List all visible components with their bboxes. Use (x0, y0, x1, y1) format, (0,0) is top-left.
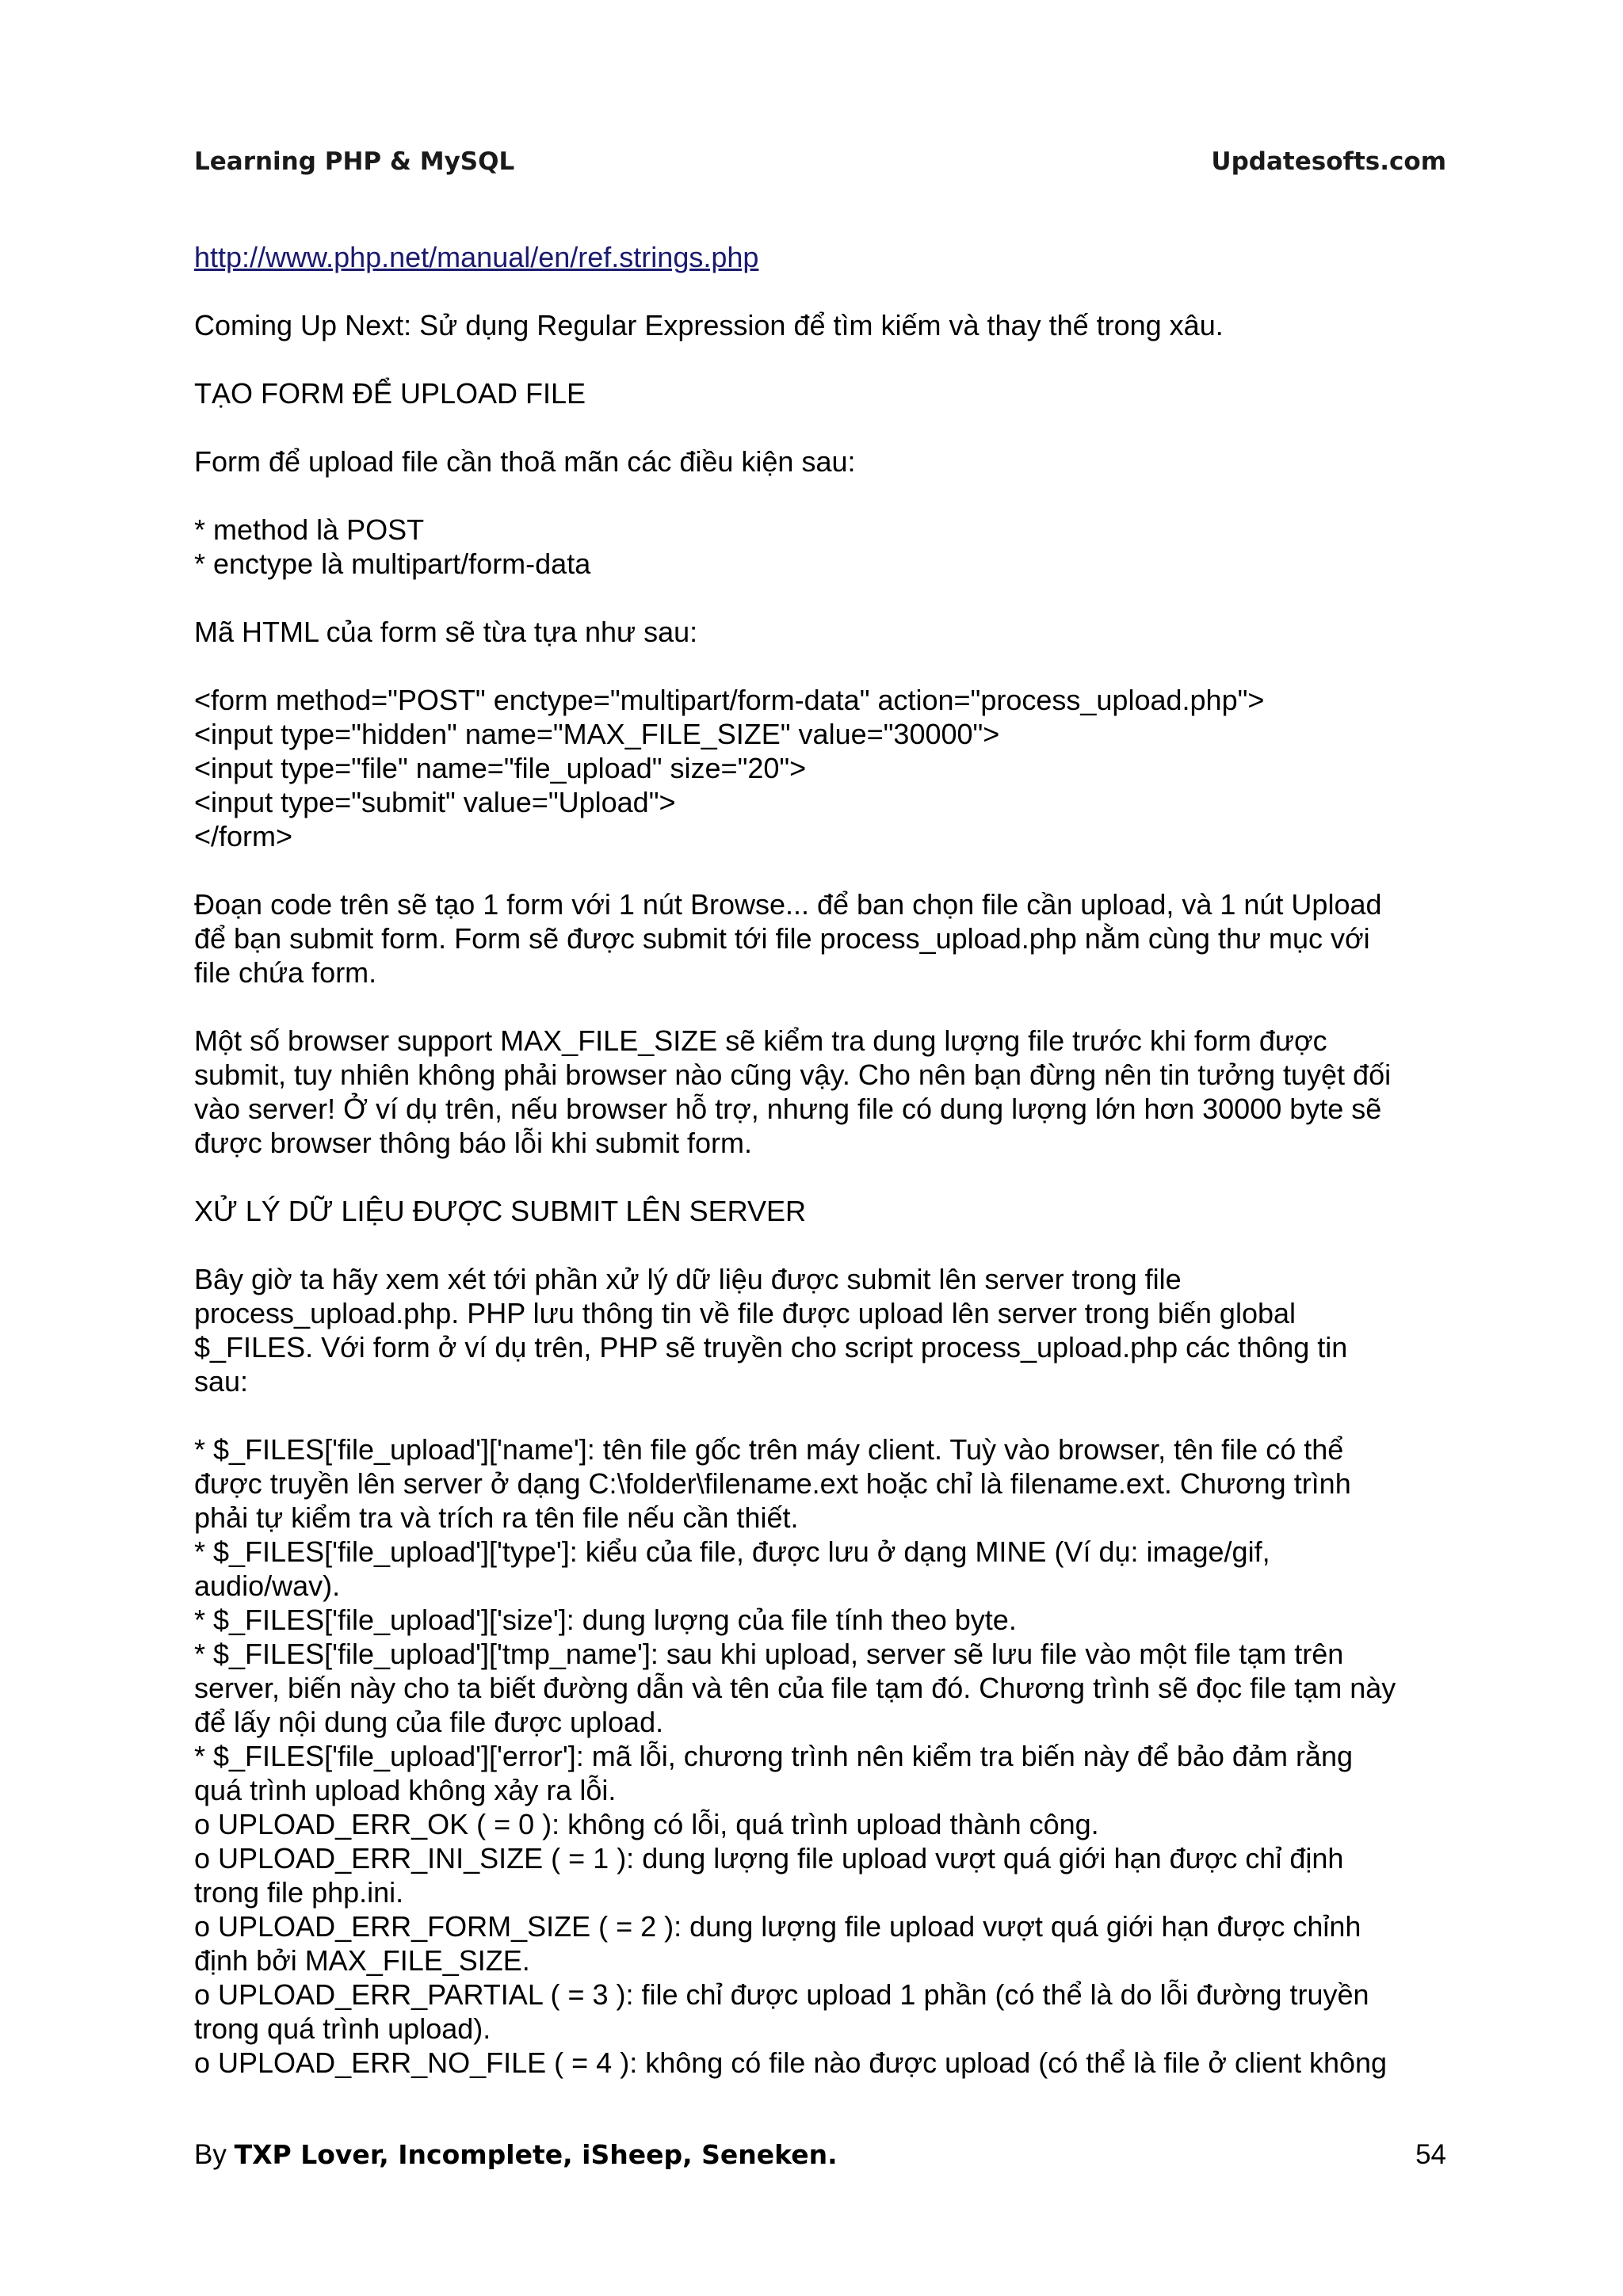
list-item: định bởi MAX_FILE_SIZE. (194, 1944, 530, 1977)
header-site: Updatesofts.com (1211, 147, 1446, 176)
text-line: submit, tuy nhiên không phải browser nào cũng vậy. Cho nên bạn đừng nên tin tưởng tuyệt đối (194, 1058, 1392, 1091)
conditions-list (194, 513, 1454, 581)
code-line: <input type="submit" value="Upload"> (194, 786, 676, 818)
section-heading-process-data: XỬ LÝ DỮ LIỆU ĐƯỢC SUBMIT LÊN SERVER (194, 1195, 806, 1227)
list-item: phải tự kiểm tra và trích ra tên file nếu cần thiết. (194, 1501, 799, 1534)
code-line: <form method="POST" enctype="multipart/form-data" action="process_upload.php"> (194, 684, 1265, 716)
list-item: server, biến này cho ta biết đường dẫn và tên của file tạm đó. Chương trình sẽ đọc file tạm này (194, 1672, 1396, 1704)
footer-credits (194, 2139, 838, 2171)
section-heading-upload-form: TẠO FORM ĐỂ UPLOAD FILE (194, 377, 586, 410)
code-line: </form> (194, 820, 293, 852)
footer-by: By (194, 2139, 227, 2170)
page-body (194, 240, 1454, 2114)
list-item: * $_FILES['file_upload']['tmp_name']: sau khi upload, server sẽ lưu file vào một file tạm trên (194, 1638, 1344, 1670)
form-intro-text: Form để upload file cần thoã mãn các điều kiện sau: (194, 445, 856, 478)
text-line: Đoạn code trên sẽ tạo 1 form với 1 nút Browse... để ban chọn file cần upload, và 1 nút Upload (194, 888, 1382, 921)
list-item: * $_FILES['file_upload']['error']: mã lỗi, chương trình nên kiểm tra biến này để bảo đảm rằng (194, 1740, 1353, 1772)
text-line: vào server! Ở ví dụ trên, nếu browser hỗ trợ, nhưng file có dung lượng lớn hơn 30000 byte sẽ (194, 1093, 1382, 1125)
code-line: <input type="hidden" name="MAX_FILE_SIZE" value="30000"> (194, 718, 1000, 750)
text-line: Bây giờ ta hãy xem xét tới phần xử lý dữ liệu được submit lên server trong file (194, 1263, 1182, 1295)
condition-item: * enctype là multipart/form-data (194, 547, 591, 580)
paragraph-process-upload (194, 1262, 1454, 1398)
list-item: * $_FILES['file_upload']['name']: tên file gốc trên máy client. Tuỳ vào browser, tên file có thể (194, 1433, 1344, 1466)
page-number: 54 (1415, 2139, 1446, 2170)
list-item: * $_FILES['file_upload']['type']: kiểu của file, được lưu ở dạng MINE (Ví dụ: image/gif, (194, 1535, 1270, 1568)
list-item: * $_FILES['file_upload']['size']: dung lượng của file tính theo byte. (194, 1604, 1017, 1636)
text-line: $_FILES. Với form ở ví dụ trên, PHP sẽ truyền cho script process_upload.php các thông tin (194, 1331, 1348, 1363)
list-item: trong quá trình upload). (194, 2012, 491, 2045)
text-line: process_upload.php. PHP lưu thông tin về file được upload lên server trong biến global (194, 1297, 1296, 1329)
header-title: Learning PHP & MySQL (194, 147, 515, 176)
html-intro-text: Mã HTML của form sẽ từa tựa như sau: (194, 616, 698, 648)
footer-authors: TXP Lover, Incomplete, iSheep, Seneken. (234, 2139, 838, 2170)
list-item: audio/wav). (194, 1569, 341, 1602)
list-item: để lấy nội dung của file được upload. (194, 1706, 664, 1738)
php-manual-link[interactable]: http://www.php.net/manual/en/ref.strings.php (194, 241, 759, 273)
paragraph-max-file-size (194, 1024, 1454, 1160)
list-item: được truyền lên server ở dạng C:\folder\filename.ext hoặc chỉ là filename.ext. Chương trình (194, 1467, 1351, 1500)
list-item: o UPLOAD_ERR_FORM_SIZE ( = 2 ): dung lượng file upload vượt quá giới hạn được chỉnh (194, 1910, 1361, 1943)
text-line: được browser thông báo lỗi khi submit form. (194, 1127, 753, 1159)
condition-item: * method là POST (194, 513, 425, 546)
page-footer (194, 2139, 1446, 2176)
coming-up-text: Coming Up Next: Sử dụng Regular Expression để tìm kiếm và thay thế trong xâu. (194, 309, 1224, 341)
list-item: o UPLOAD_ERR_OK ( = 0 ): không có lỗi, quá trình upload thành công. (194, 1808, 1099, 1840)
list-item: trong file php.ini. (194, 1876, 404, 1909)
list-item: quá trình upload không xảy ra lỗi. (194, 1774, 617, 1806)
text-line: file chứa form. (194, 956, 377, 989)
list-item: o UPLOAD_ERR_NO_FILE ( = 4 ): không có file nào được upload (có thể là file ở client không (194, 2046, 1388, 2079)
text-line: để bạn submit form. Form sẽ được submit tới file process_upload.php nằm cùng thư mục với (194, 922, 1370, 955)
text-line: Một số browser support MAX_FILE_SIZE sẽ kiểm tra dung lượng file trước khi form được (194, 1024, 1327, 1057)
code-sample (194, 683, 1454, 853)
code-line: <input type="file" name="file_upload" size="20"> (194, 752, 807, 784)
list-item: o UPLOAD_ERR_PARTIAL ( = 3 ): file chỉ được upload 1 phần (có thể là do lỗi đường truyền (194, 1978, 1369, 2011)
text-line: sau: (194, 1365, 249, 1398)
paragraph-form-explanation (194, 887, 1454, 990)
list-item: o UPLOAD_ERR_INI_SIZE ( = 1 ): dung lượng file upload vượt quá giới hạn được chỉ định (194, 1842, 1344, 1875)
files-variable-list (194, 1432, 1454, 2080)
page-header (194, 147, 1446, 182)
